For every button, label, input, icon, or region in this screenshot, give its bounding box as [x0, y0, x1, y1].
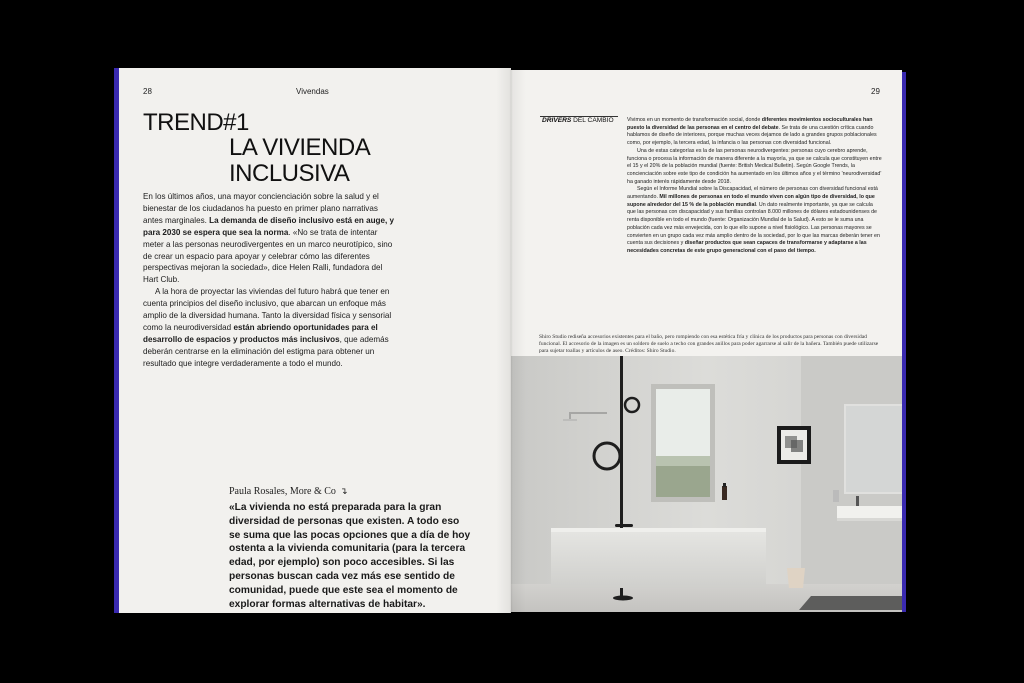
right-p1-c: . Se trata de una cuestión crítica cuando hablamos de diseño de interiores, porque muchas veces dejamos de lado a grandes grupos poblacionales como, por ejemplo, la tercera edad, la infancia o las personas con diversidad funcional.: [627, 124, 877, 147]
quote-author: [229, 486, 347, 497]
right-body-text: [627, 117, 883, 256]
right-page-edge: [902, 72, 906, 612]
bathroom-photo: [511, 356, 902, 612]
quote-author-name: Paula Rosales, More & Co: [229, 486, 336, 497]
trend-label: TREND#1: [143, 109, 249, 136]
paragraph-1: [143, 191, 399, 286]
title-line-1: LA VIVIENDA: [229, 134, 371, 161]
page-title: [229, 135, 370, 187]
paragraph-2-text-c: , que además deberán centrarse en la eliminación del estigma para obtener un resultado que integre verdaderamente a todo el mundo.: [143, 334, 389, 368]
section-label: Vivendas: [296, 87, 329, 96]
right-paragraph-3: [627, 186, 883, 255]
right-p3-c: . Un dato realmente importante, ya que se calcula que las personas con discapacidad y sus familias controlan 8.000 millones de dólares estadounidenses de renta disponible en todo el mundo (fuente: Organización Mundial de la Salud). A esto se le suma una población cada vez más envejecida, con lo que ello supone a nivel fisiológico. Las personas mayores se convierten en un grupo cada vez más amplio dentro de la sociedad, por lo que las marcas deberán tener en cuenta sus decisiones y: [627, 201, 880, 247]
paragraph-2: [143, 286, 399, 369]
right-p3-highlight: Mil millones de personas en todo el mundo viven con algún tipo de diversidad, lo que supone alrededor del 15 % de la población mundial: [627, 194, 875, 208]
arrow-down-right-icon: ↴: [339, 487, 348, 497]
right-p3-highlight-2: diseñar productos que sean capaces de transformarse y adaptarse a las necesidades concretas de este grupo generacional con el paso del tiempo.: [627, 240, 867, 254]
drivers-rest: DEL CAMBIO: [571, 117, 614, 124]
right-paragraph-1: [627, 117, 883, 148]
right-page-number: 29: [871, 87, 880, 96]
right-p3-a: Según el Informe Mundial sobre la Discapacidad, el número de personas con diversidad funcional está aumentando.: [627, 186, 878, 201]
right-p1-highlight: diferentes movimientos socioculturales han puesto la diversidad de las personas en el centro del debate: [627, 117, 873, 131]
paragraph-1-text-c: . «No se trata de intentar meter a las personas neurodivergentes en un marco neurotípico, sino de crear un espacio para apoyar y celebrar cómo las diferentes perspectivas mejoran la sociedad», dice Helen Ralli, fundadora del Hart Club.: [143, 227, 393, 285]
left-page-number: 28: [143, 87, 152, 96]
title-line-2: INCLUSIVA: [229, 160, 350, 187]
drivers-italic: DRIVERS: [542, 117, 572, 124]
paragraph-2-text-a: A la hora de proyectar las viviendas del futuro habrá que tener en cuenta principios del diseño inclusivo, que abarcan un enfoque más amplio de la diversidad humana. Tanto la diversidad física y sensorial como la neurodiversidad: [143, 287, 392, 332]
bathroom-illustration: [511, 356, 902, 612]
photo-caption: Shiro Studio rediseña accesorios existentes para el baño, pero rompiendo con esa estética fría y clínica de los productos para personas con diversidad funcional. El accesorio de la imagen es un soldero de suelo a techo con grandes anillos para poder agarrarse al salir de la bañera. También puede utilizarse para sujetar toallas y artículos de aseo. Créditos: Shiro Studio.: [539, 334, 879, 354]
pull-quote: «La vivienda no está preparada para la gran diversidad de personas que existen. A todo eso se suma que las pocas opciones que a día de hoy ostenta a la vivienda comunitaria (para la tercera edad, por ejemplo) son poco accesibles. Si las personas buscan cada vez más ese sentido de comunidad, puede que este sea el momento de explorar formas alternativas de habitar».: [229, 502, 471, 610]
left-body-text: [143, 191, 399, 370]
paragraph-1-text-a: En los últimos años, una mayor concienciación sobre la salud y el bienestar de los ciudadanos ha puesto en primer plano narrativas antes marginales.: [143, 192, 379, 225]
paragraph-1-highlight: La demanda de diseño inclusivo está en auge, y para 2030 se espera que sea la norma: [143, 215, 395, 237]
page-gutter-shadow: [496, 68, 526, 613]
right-paragraph-2: Una de estas categorías es la de las personas neurodivergentes: personas cuyo cerebro aprende, funciona o procesa la información de manera diferente a la mayoría, ya que se calcula que constituyen entre el 15 y el 20% de la población mundial (fuente: British Medical Bulletin). Según Google Trends, la concienciación sobre este tipo de condición ha aumentado en los últimos años y el término 'neurodiversidad' ha ganado interés rápidamente desde 2018.: [627, 147, 882, 185]
right-p1-a: Vivimos en un momento de transformación social, donde: [627, 117, 762, 123]
drivers-heading: [542, 117, 614, 124]
paragraph-2-highlight: están abriendo oportunidades para el desarrollo de espacios y productos más inclusivos: [143, 322, 378, 344]
